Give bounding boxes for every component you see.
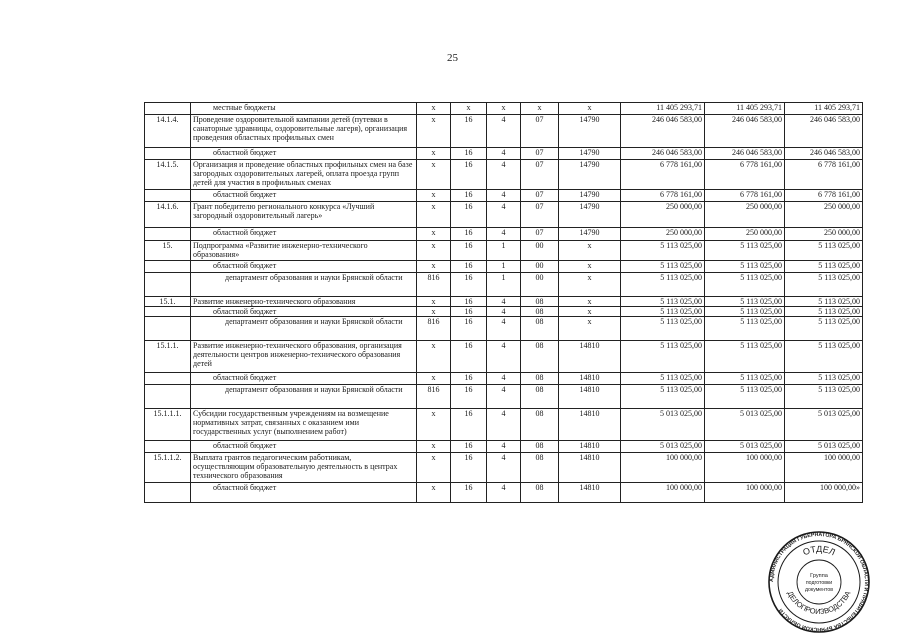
stamp-ring-text: АДМИНИСТРАЦИЯ ГУБЕРНАТОРА БРЯНСКОЙ ОБЛАСТИ И ПРАВИТЕЛЬСТВА БРЯНСКОЙ ОБЛАСТИ xyxy=(768,531,870,633)
table-body xyxy=(145,103,863,503)
amount-cell: 5 013 025,00 xyxy=(621,409,705,441)
table-row xyxy=(145,228,863,241)
amount-cell: 100 000,00 xyxy=(705,483,785,503)
code-cell: 4 xyxy=(487,483,521,503)
amount-cell: 6 778 161,00 xyxy=(705,190,785,202)
code-cell: 14810 xyxy=(559,453,621,483)
code-cell: 00 xyxy=(521,241,559,261)
table-row xyxy=(145,241,863,261)
code-cell: 07 xyxy=(521,160,559,190)
row-name: Подпрограмма «Развитие инженерно-технического образования» xyxy=(191,241,417,261)
code-cell: 14810 xyxy=(559,409,621,441)
row-number xyxy=(145,228,191,241)
amount-cell: 5 013 025,00 xyxy=(785,409,863,441)
amount-cell: 5 113 025,00 xyxy=(705,385,785,409)
code-cell: 14790 xyxy=(559,160,621,190)
code-cell: 14810 xyxy=(559,441,621,453)
amount-cell: 246 046 583,00 xyxy=(705,148,785,160)
stamp-seal xyxy=(767,530,871,634)
amount-cell: 5 113 025,00 xyxy=(621,261,705,273)
code-cell: х xyxy=(417,297,451,307)
amount-cell: 5 013 025,00 xyxy=(705,441,785,453)
code-cell: 08 xyxy=(521,297,559,307)
code-cell: 4 xyxy=(487,373,521,385)
code-cell: 14790 xyxy=(559,115,621,148)
amount-cell: 5 113 025,00 xyxy=(705,307,785,317)
amount-cell: 5 113 025,00 xyxy=(621,273,705,297)
code-cell: 4 xyxy=(487,160,521,190)
row-number: 15.1.1.1. xyxy=(145,409,191,441)
table-row xyxy=(145,115,863,148)
amount-cell: 5 113 025,00 xyxy=(785,273,863,297)
row-name: областной бюджет xyxy=(191,483,417,503)
code-cell: х xyxy=(559,317,621,341)
table-row xyxy=(145,160,863,190)
stamp-arc-bottom: ДЕЛОПРОИЗВОДСТВА xyxy=(785,589,853,617)
code-cell: 16 xyxy=(451,409,487,441)
code-cell: 07 xyxy=(521,202,559,228)
table-row xyxy=(145,148,863,160)
row-name: Организация и проведение областных профильных смен на базе загородных оздоровительных лагерей, оплата проезда групп детей для участия в профильных сменах xyxy=(191,160,417,190)
code-cell: 08 xyxy=(521,441,559,453)
row-number: 15.1.1.2. xyxy=(145,453,191,483)
code-cell: 14790 xyxy=(559,190,621,202)
code-cell: 16 xyxy=(451,261,487,273)
amount-cell: 5 113 025,00 xyxy=(705,373,785,385)
amount-cell: 250 000,00 xyxy=(705,202,785,228)
code-cell: 08 xyxy=(521,453,559,483)
code-cell: 14810 xyxy=(559,341,621,373)
amount-cell: 250 000,00 xyxy=(705,228,785,241)
code-cell: 14790 xyxy=(559,148,621,160)
code-cell: 4 xyxy=(487,453,521,483)
code-cell: 14790 xyxy=(559,228,621,241)
code-cell: 14810 xyxy=(559,373,621,385)
amount-cell: 246 046 583,00 xyxy=(785,115,863,148)
amount-cell: 5 013 025,00 xyxy=(621,441,705,453)
code-cell: 4 xyxy=(487,385,521,409)
code-cell: 16 xyxy=(451,190,487,202)
amount-cell: 11 405 293,71 xyxy=(621,103,705,115)
code-cell: 08 xyxy=(521,385,559,409)
code-cell: 16 xyxy=(451,160,487,190)
amount-cell: 100 000,00» xyxy=(785,483,863,503)
code-cell: 16 xyxy=(451,317,487,341)
amount-cell: 5 113 025,00 xyxy=(705,261,785,273)
code-cell: 16 xyxy=(451,483,487,503)
row-number xyxy=(145,148,191,160)
amount-cell: 6 778 161,00 xyxy=(621,160,705,190)
code-cell: х xyxy=(559,261,621,273)
amount-cell: 5 013 025,00 xyxy=(705,409,785,441)
code-cell: 07 xyxy=(521,228,559,241)
code-cell: х xyxy=(521,103,559,115)
amount-cell: 11 405 293,71 xyxy=(705,103,785,115)
table-row xyxy=(145,297,863,307)
row-name: областной бюджет xyxy=(191,261,417,273)
code-cell: 16 xyxy=(451,453,487,483)
row-name: департамент образования и науки Брянской области xyxy=(191,317,417,341)
amount-cell: 6 778 161,00 xyxy=(785,190,863,202)
amount-cell: 100 000,00 xyxy=(705,453,785,483)
row-name: местные бюджеты xyxy=(191,103,417,115)
amount-cell: 5 113 025,00 xyxy=(785,341,863,373)
svg-text:ДЕЛОПРОИЗВОДСТВА xyxy=(786,590,853,617)
code-cell: х xyxy=(417,409,451,441)
code-cell: 16 xyxy=(451,307,487,317)
code-cell: 07 xyxy=(521,148,559,160)
amount-cell: 5 113 025,00 xyxy=(621,385,705,409)
code-cell: 14810 xyxy=(559,385,621,409)
row-number xyxy=(145,103,191,115)
row-number xyxy=(145,307,191,317)
row-number xyxy=(145,190,191,202)
amount-cell: 5 113 025,00 xyxy=(785,307,863,317)
row-name: Грант победителю регионального конкурса «Лучший загородный оздоровительный лагерь» xyxy=(191,202,417,228)
code-cell: 16 xyxy=(451,373,487,385)
code-cell: х xyxy=(417,307,451,317)
table-row xyxy=(145,261,863,273)
row-number: 15. xyxy=(145,241,191,261)
row-name: областной бюджет xyxy=(191,148,417,160)
code-cell: 16 xyxy=(451,115,487,148)
code-cell: х xyxy=(417,261,451,273)
code-cell: 4 xyxy=(487,341,521,373)
row-name: областной бюджет xyxy=(191,307,417,317)
amount-cell: 5 113 025,00 xyxy=(621,341,705,373)
code-cell: 08 xyxy=(521,409,559,441)
row-number xyxy=(145,441,191,453)
row-number xyxy=(145,385,191,409)
code-cell: 08 xyxy=(521,373,559,385)
amount-cell: 6 778 161,00 xyxy=(785,160,863,190)
code-cell: х xyxy=(417,453,451,483)
code-cell: 08 xyxy=(521,341,559,373)
amount-cell: 6 778 161,00 xyxy=(621,190,705,202)
code-cell: 1 xyxy=(487,261,521,273)
amount-cell: 6 778 161,00 xyxy=(705,160,785,190)
table-row xyxy=(145,202,863,228)
code-cell: 14810 xyxy=(559,483,621,503)
row-number: 14.1.6. xyxy=(145,202,191,228)
code-cell: 4 xyxy=(487,441,521,453)
table-row xyxy=(145,307,863,317)
table-row xyxy=(145,273,863,297)
row-name: департамент образования и науки Брянской области xyxy=(191,385,417,409)
row-number: 14.1.4. xyxy=(145,115,191,148)
row-number xyxy=(145,483,191,503)
table-row xyxy=(145,483,863,503)
amount-cell: 5 113 025,00 xyxy=(621,241,705,261)
amount-cell: 250 000,00 xyxy=(621,228,705,241)
code-cell: 16 xyxy=(451,297,487,307)
row-name: департамент образования и науки Брянской области xyxy=(191,273,417,297)
code-cell: 14790 xyxy=(559,202,621,228)
table-row xyxy=(145,103,863,115)
code-cell: 08 xyxy=(521,317,559,341)
code-cell: 1 xyxy=(487,273,521,297)
code-cell: х xyxy=(487,103,521,115)
code-cell: х xyxy=(559,307,621,317)
amount-cell: 100 000,00 xyxy=(621,453,705,483)
row-number: 14.1.5. xyxy=(145,160,191,190)
code-cell: 4 xyxy=(487,317,521,341)
code-cell: х xyxy=(417,202,451,228)
row-name: областной бюджет xyxy=(191,228,417,241)
amount-cell: 5 113 025,00 xyxy=(621,317,705,341)
row-number xyxy=(145,317,191,341)
code-cell: х xyxy=(559,103,621,115)
amount-cell: 246 046 583,00 xyxy=(621,148,705,160)
amount-cell: 5 113 025,00 xyxy=(705,341,785,373)
code-cell: 16 xyxy=(451,228,487,241)
code-cell: 08 xyxy=(521,307,559,317)
amount-cell: 5 013 025,00 xyxy=(785,441,863,453)
stamp-center-line-1: Группа xyxy=(810,573,828,579)
table-row xyxy=(145,190,863,202)
table-row xyxy=(145,453,863,483)
code-cell: х xyxy=(417,441,451,453)
amount-cell: 5 113 025,00 xyxy=(705,317,785,341)
code-cell: х xyxy=(451,103,487,115)
code-cell: х xyxy=(417,115,451,148)
table-row xyxy=(145,441,863,453)
amount-cell: 246 046 583,00 xyxy=(621,115,705,148)
amount-cell: 250 000,00 xyxy=(785,202,863,228)
amount-cell: 5 113 025,00 xyxy=(621,297,705,307)
code-cell: 4 xyxy=(487,409,521,441)
code-cell: 4 xyxy=(487,307,521,317)
code-cell: х xyxy=(559,273,621,297)
row-number: 15.1.1. xyxy=(145,341,191,373)
code-cell: 4 xyxy=(487,190,521,202)
code-cell: х xyxy=(559,297,621,307)
stamp-center-line-2: подготовки xyxy=(805,580,833,586)
row-number: 15.1. xyxy=(145,297,191,307)
amount-cell: 11 405 293,71 xyxy=(785,103,863,115)
row-name: Проведение оздоровительной кампании детей (путевки в санаторные здравницы, оздоровительные лагеря), организация проведения областных профильных смен xyxy=(191,115,417,148)
row-name: областной бюджет xyxy=(191,373,417,385)
amount-cell: 246 046 583,00 xyxy=(785,148,863,160)
row-name: Развитие инженерно-технического образования xyxy=(191,297,417,307)
amount-cell: 5 113 025,00 xyxy=(785,297,863,307)
page-number: 25 xyxy=(447,52,458,64)
row-number xyxy=(145,373,191,385)
code-cell: 00 xyxy=(521,273,559,297)
amount-cell: 5 113 025,00 xyxy=(705,297,785,307)
amount-cell: 100 000,00 xyxy=(785,453,863,483)
code-cell: х xyxy=(417,341,451,373)
amount-cell: 5 113 025,00 xyxy=(785,385,863,409)
code-cell: х xyxy=(417,160,451,190)
code-cell: 4 xyxy=(487,115,521,148)
code-cell: 16 xyxy=(451,148,487,160)
amount-cell: 5 113 025,00 xyxy=(785,317,863,341)
row-number xyxy=(145,273,191,297)
amount-cell: 5 113 025,00 xyxy=(621,307,705,317)
amount-cell: 250 000,00 xyxy=(785,228,863,241)
code-cell: х xyxy=(417,228,451,241)
code-cell: 16 xyxy=(451,341,487,373)
stamp-arc-top: ОТДЕЛ xyxy=(801,543,837,558)
amount-cell: 5 113 025,00 xyxy=(621,373,705,385)
row-name: областной бюджет xyxy=(191,441,417,453)
code-cell: 4 xyxy=(487,228,521,241)
amount-cell: 246 046 583,00 xyxy=(705,115,785,148)
table-row xyxy=(145,341,863,373)
code-cell: 00 xyxy=(521,261,559,273)
code-cell: 16 xyxy=(451,441,487,453)
code-cell: х xyxy=(417,190,451,202)
budget-table xyxy=(144,102,863,503)
row-name: областной бюджет xyxy=(191,190,417,202)
code-cell: х xyxy=(417,241,451,261)
table-row xyxy=(145,385,863,409)
amount-cell: 5 113 025,00 xyxy=(785,241,863,261)
code-cell: 1 xyxy=(487,241,521,261)
code-cell: 16 xyxy=(451,385,487,409)
row-name: Выплата грантов педагогическим работникам, осуществляющим образовательную деятельность в центрах технического образования xyxy=(191,453,417,483)
table-row xyxy=(145,409,863,441)
code-cell: х xyxy=(417,103,451,115)
code-cell: 4 xyxy=(487,297,521,307)
amount-cell: 5 113 025,00 xyxy=(705,273,785,297)
amount-cell: 5 113 025,00 xyxy=(785,261,863,273)
code-cell: 16 xyxy=(451,202,487,228)
code-cell: х xyxy=(417,148,451,160)
table-row xyxy=(145,373,863,385)
code-cell: 16 xyxy=(451,273,487,297)
code-cell: х xyxy=(417,373,451,385)
amount-cell: 5 113 025,00 xyxy=(785,373,863,385)
code-cell: 4 xyxy=(487,202,521,228)
table-row xyxy=(145,317,863,341)
row-name: Развитие инженерно-технического образования, организация деятельности центров инженерно-технического образования детей xyxy=(191,341,417,373)
code-cell: 816 xyxy=(417,385,451,409)
amount-cell: 250 000,00 xyxy=(621,202,705,228)
code-cell: 07 xyxy=(521,190,559,202)
amount-cell: 100 000,00 xyxy=(621,483,705,503)
row-number xyxy=(145,261,191,273)
code-cell: 16 xyxy=(451,241,487,261)
amount-cell: 5 113 025,00 xyxy=(705,241,785,261)
code-cell: 4 xyxy=(487,148,521,160)
svg-text:ОТДЕЛ xyxy=(801,544,836,557)
code-cell: х xyxy=(559,241,621,261)
code-cell: х xyxy=(417,483,451,503)
code-cell: 08 xyxy=(521,483,559,503)
code-cell: 816 xyxy=(417,273,451,297)
code-cell: 816 xyxy=(417,317,451,341)
code-cell: 07 xyxy=(521,115,559,148)
row-name: Субсидии государственным учреждениям на возмещение нормативных затрат, связанных с оказанием ими государственных услуг (выполнением работ) xyxy=(191,409,417,441)
stamp-center-line-3: документов xyxy=(804,587,834,593)
